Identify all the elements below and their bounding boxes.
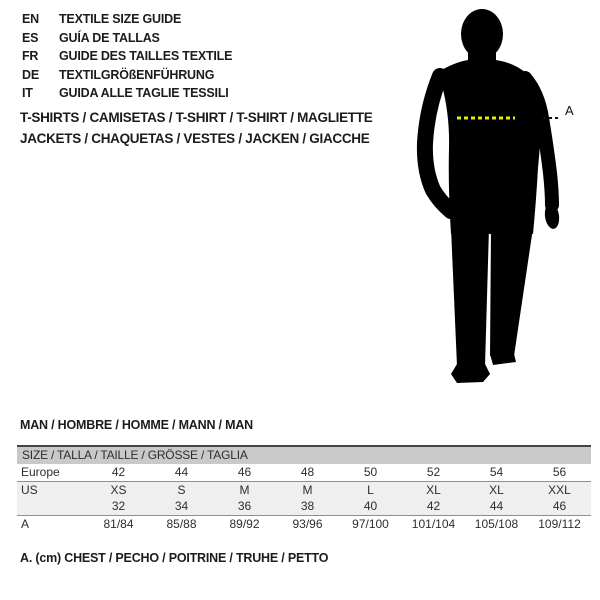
size-table-header: SIZE / TALLA / TAILLE / GRÖSSE / TAGLIA xyxy=(17,445,591,464)
man-silhouette-figure xyxy=(405,8,595,390)
product-type-tshirts: T-SHIRTS / CAMISETAS / T-SHIRT / T-SHIRT / MAGLIETTE xyxy=(20,110,373,125)
language-row-en xyxy=(22,10,232,29)
size-cell: 40 xyxy=(363,499,378,513)
size-cell: 101/104 xyxy=(411,516,456,531)
language-list xyxy=(22,10,232,103)
size-cell: XXL xyxy=(548,482,571,497)
size-cell: 46 xyxy=(237,465,252,479)
size-cell: S xyxy=(177,482,186,497)
size-cell: 54 xyxy=(489,465,504,479)
section-title-man: MAN / HOMBRE / HOMME / MANN / MAN xyxy=(20,418,253,432)
size-cell: 105/108 xyxy=(474,516,519,531)
language-row-it xyxy=(22,84,232,103)
size-cell: 34 xyxy=(174,499,189,513)
size-cell: 50 xyxy=(363,465,378,479)
size-cell: 109/112 xyxy=(538,516,581,531)
table-row-europe xyxy=(17,464,591,481)
size-cell: 38 xyxy=(300,499,315,513)
size-cell: XL xyxy=(489,482,504,497)
measure-label-a: A xyxy=(565,103,574,118)
size-cell: 56 xyxy=(552,465,567,479)
language-code: FR xyxy=(22,49,39,63)
language-label: GUÍA DE TALLAS xyxy=(59,30,160,45)
man-figure xyxy=(405,8,595,390)
size-cell: 36 xyxy=(237,499,252,513)
product-type-jackets: JACKETS / CHAQUETAS / VESTES / JACKEN / GIACCHE xyxy=(20,130,370,146)
size-cell: 89/92 xyxy=(229,516,260,531)
row-label: US xyxy=(21,482,38,497)
size-cell: M xyxy=(302,482,313,497)
size-cell: M xyxy=(239,482,250,497)
size-cell: L xyxy=(367,482,374,497)
size-cell: 52 xyxy=(426,465,441,479)
language-row-fr xyxy=(22,47,232,66)
size-table xyxy=(17,445,591,532)
size-cell: 32 xyxy=(111,499,126,513)
language-label: GUIDA ALLE TAGLIE TESSILI xyxy=(59,86,229,100)
size-cell: XS xyxy=(110,482,127,497)
size-cell: 42 xyxy=(111,465,126,479)
size-cell: 97/100 xyxy=(352,516,389,531)
language-code: EN xyxy=(22,12,39,26)
size-cell: 48 xyxy=(300,465,315,479)
size-cell: XL xyxy=(426,482,441,497)
language-row-de xyxy=(22,66,232,85)
size-cell: 93/96 xyxy=(292,516,323,531)
product-type-list xyxy=(20,108,372,149)
size-cell: 42 xyxy=(426,499,441,513)
silhouette-body xyxy=(425,9,561,383)
size-cell: 44 xyxy=(489,499,504,513)
table-row-numeric xyxy=(17,498,591,515)
measurement-footnote: A. (cm) CHEST / PECHO / POITRINE / TRUHE / PETTO xyxy=(20,551,329,565)
table-row-us xyxy=(17,481,591,498)
language-label: GUIDE DES TAILLES TEXTILE xyxy=(59,49,233,63)
language-code: ES xyxy=(22,30,39,45)
language-label: TEXTILGRÖßENFÜHRUNG xyxy=(59,67,215,82)
size-cell: 85/88 xyxy=(166,516,197,531)
language-row-es xyxy=(22,29,232,48)
language-label: TEXTILE SIZE GUIDE xyxy=(59,12,182,26)
language-code: IT xyxy=(22,86,33,100)
size-cell: 46 xyxy=(552,499,567,513)
size-cell: 81/84 xyxy=(103,516,134,531)
size-cell: 44 xyxy=(174,465,189,479)
row-label: Europe xyxy=(21,465,60,479)
table-row-chest-cm xyxy=(17,515,591,532)
row-label: A xyxy=(21,516,30,531)
language-code: DE xyxy=(22,67,39,82)
